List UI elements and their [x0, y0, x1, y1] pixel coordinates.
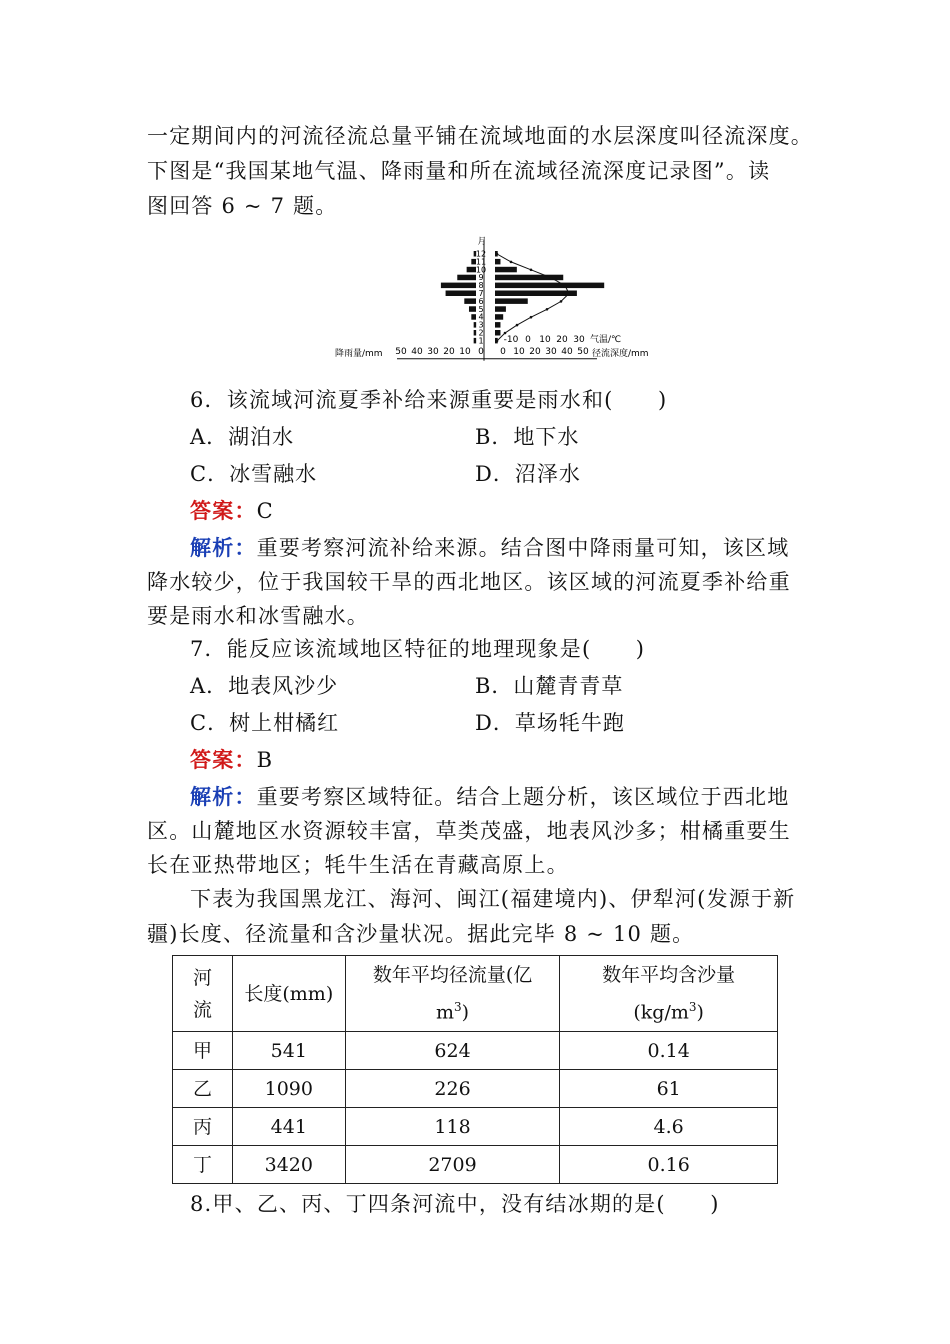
month-label: 4 [478, 312, 484, 322]
q6-option-c: C．冰雪融水 [190, 462, 318, 486]
q6-answer-label: 答案： [190, 498, 257, 523]
intro-line-1: 一定期间内的河流径流总量平铺在流域地面的水层深度叫径流深度。 [147, 124, 813, 148]
rain-bar [474, 338, 477, 344]
cell-sand: 0.14 [560, 1032, 778, 1070]
temperature-tick-label: 0 [525, 335, 531, 345]
cell-flow: 226 [345, 1070, 560, 1108]
runoff-tick-label: 30 [545, 347, 557, 357]
runoff-tick-label: 40 [561, 347, 573, 357]
temperature-point [496, 340, 499, 343]
table-intro-line-1: 下表为我国黑龙江、海河、闽江(福建境内)、伊犁河(发源于新 [190, 887, 796, 911]
rain-tick-label: 10 [459, 347, 471, 357]
cell-sand: 0.16 [560, 1146, 778, 1184]
temperature-tick-label: 10 [539, 335, 551, 345]
rain-tick-label: 0 [478, 347, 484, 357]
q7-option-a: A．地表风沙少 [190, 674, 339, 698]
runoff-tick-label: 20 [529, 347, 541, 357]
q7-option-d: D．草场牦牛跑 [475, 711, 625, 735]
month-axis-label: 月 [477, 237, 487, 247]
q6-answer-value: C [256, 499, 274, 523]
table-intro-line-2: 疆)长度、径流量和含沙量状况。据此完毕 8 ~ 10 题。 [147, 922, 695, 946]
temperature-tick-label: 30 [573, 335, 585, 345]
q7-analysis-line-2: 区。山麓地区水资源较丰富，草类茂盛，地表风沙多；柑橘重要生 [147, 819, 791, 843]
table-row [173, 1108, 778, 1146]
temperature-point [496, 253, 499, 256]
q7-answer-label: 答案： [190, 747, 257, 772]
temperature-point [550, 276, 553, 279]
temperature-point [560, 300, 563, 303]
cell-length: 3420 [232, 1146, 345, 1184]
q7-analysis-text-1: 重要考察区域特征。结合上题分析，该区域位于西北地 [256, 785, 790, 809]
q6-analysis-line-1 [190, 532, 789, 562]
month-label: 3 [478, 320, 484, 330]
rain-bar [474, 322, 477, 328]
cell-river: 丙 [173, 1108, 233, 1146]
temperature-axis-label: 气温/℃ [590, 335, 622, 345]
q7-option-b: B．山麓青青草 [475, 674, 624, 698]
header-sand: 数年平均含沙量 $(kg/m^3)$ [560, 956, 778, 1032]
runoff-bar [495, 267, 517, 273]
cell-river: 丁 [173, 1146, 233, 1184]
q7-stem: 7．能反应该流域地区特征的地理现象是( ) [190, 637, 646, 661]
q8-stem: 8.甲、乙、丙、丁四条河流中，没有结冰期的是( ) [190, 1192, 720, 1216]
runoff-tick-label: 0 [500, 347, 506, 357]
intro-line-3: 图回答 6 ~ 7 题。 [147, 194, 338, 218]
temperature-point [516, 324, 519, 327]
table-row [173, 1070, 778, 1108]
rain-bar [469, 306, 476, 312]
q7-answer-value: B [256, 748, 274, 772]
q6-stem: 6．该流域河流夏季补给来源重要是雨水和( ) [190, 388, 668, 412]
q6-analysis-line-3: 要是雨水和冰雪融水。 [147, 604, 369, 628]
temperature-point [564, 284, 567, 287]
river-table [172, 955, 778, 1184]
rain-bar [446, 291, 476, 297]
q7-analysis-label: 解析： [190, 784, 257, 809]
temperature-point [546, 308, 549, 311]
runoff-bar [495, 298, 528, 304]
q7-option-c: C．树上柑橘红 [190, 711, 340, 735]
month-label: 11 [475, 257, 487, 267]
runoff-bar [495, 306, 506, 312]
runoff-axis-label: 径流深度/mm [592, 349, 649, 359]
runoff-bar [495, 322, 500, 328]
temperature-point [530, 269, 533, 272]
climate-runoff-chart [335, 232, 665, 364]
rain-tick-label: 40 [411, 347, 423, 357]
temperature-point [510, 261, 513, 264]
rain-bar [464, 298, 476, 304]
temperature-tick-label: -10 [503, 335, 519, 345]
month-label: 10 [475, 265, 487, 275]
q6-option-a: A．湖泊水 [190, 425, 295, 449]
q6-analysis-line-2: 降水较少，位于我国较干旱的西北地区。该区域的河流夏季补给重 [147, 570, 791, 594]
month-label: 6 [478, 296, 484, 306]
month-label: 7 [478, 289, 484, 298]
temperature-point [568, 292, 571, 295]
cell-river: 乙 [173, 1070, 233, 1108]
cell-flow: 118 [345, 1108, 560, 1146]
month-label: 2 [478, 328, 484, 338]
runoff-bar [495, 283, 604, 289]
temperature-point [504, 332, 507, 335]
runoff-tick-label: 10 [513, 347, 525, 357]
q6-answer [190, 495, 274, 525]
header-flow: 数年平均径流量(亿 $m^3$) [345, 956, 560, 1032]
runoff-bar [495, 291, 577, 297]
q7-analysis-line-1 [190, 781, 789, 811]
q7-analysis-line-3: 长在亚热带地区；牦牛生活在青藏高原上。 [147, 853, 569, 877]
table-row [173, 1146, 778, 1184]
cell-flow: 624 [345, 1032, 560, 1070]
q6-option-d: D．沼泽水 [475, 462, 581, 486]
rain-bar [471, 314, 476, 320]
q6-analysis-text-1: 重要考察河流补给来源。结合图中降雨量可知，该区域 [256, 536, 790, 560]
temperature-point [530, 316, 533, 319]
month-label: 12 [475, 249, 487, 259]
month-label: 1 [478, 336, 484, 346]
rain-axis-label: 降雨量/mm [335, 349, 383, 359]
rain-tick-label: 50 [395, 347, 407, 357]
runoff-bar [495, 330, 500, 336]
rain-bar [467, 267, 476, 273]
runoff-bar [495, 314, 503, 320]
rain-bar [441, 283, 476, 289]
cell-length: 441 [232, 1108, 345, 1146]
header-length: 长度(mm) [232, 956, 345, 1032]
cell-length: 1090 [232, 1070, 345, 1108]
rain-bar [474, 330, 477, 336]
q7-answer [190, 744, 273, 774]
runoff-bar [495, 259, 500, 265]
table-header-row [173, 956, 778, 1032]
cell-sand: 61 [560, 1070, 778, 1108]
runoff-tick-label: 50 [577, 347, 589, 357]
intro-line-2: 下图是“我国某地气温、降雨量和所在流域径流深度记录图”。读 [147, 159, 771, 183]
month-label: 9 [478, 273, 484, 283]
month-label: 5 [478, 304, 484, 314]
q6-option-b: B．地下水 [475, 425, 580, 449]
temperature-tick-label: 20 [556, 335, 568, 345]
cell-river: 甲 [173, 1032, 233, 1070]
table-row [173, 1032, 778, 1070]
rain-bar [457, 275, 476, 281]
cell-flow: 2709 [345, 1146, 560, 1184]
q6-analysis-label: 解析： [190, 535, 257, 560]
header-river: 河 流 [173, 956, 233, 1032]
rain-tick-label: 20 [443, 347, 455, 357]
cell-length: 541 [232, 1032, 345, 1070]
cell-sand: 4.6 [560, 1108, 778, 1146]
rain-tick-label: 30 [427, 347, 439, 357]
month-label: 8 [478, 281, 484, 291]
